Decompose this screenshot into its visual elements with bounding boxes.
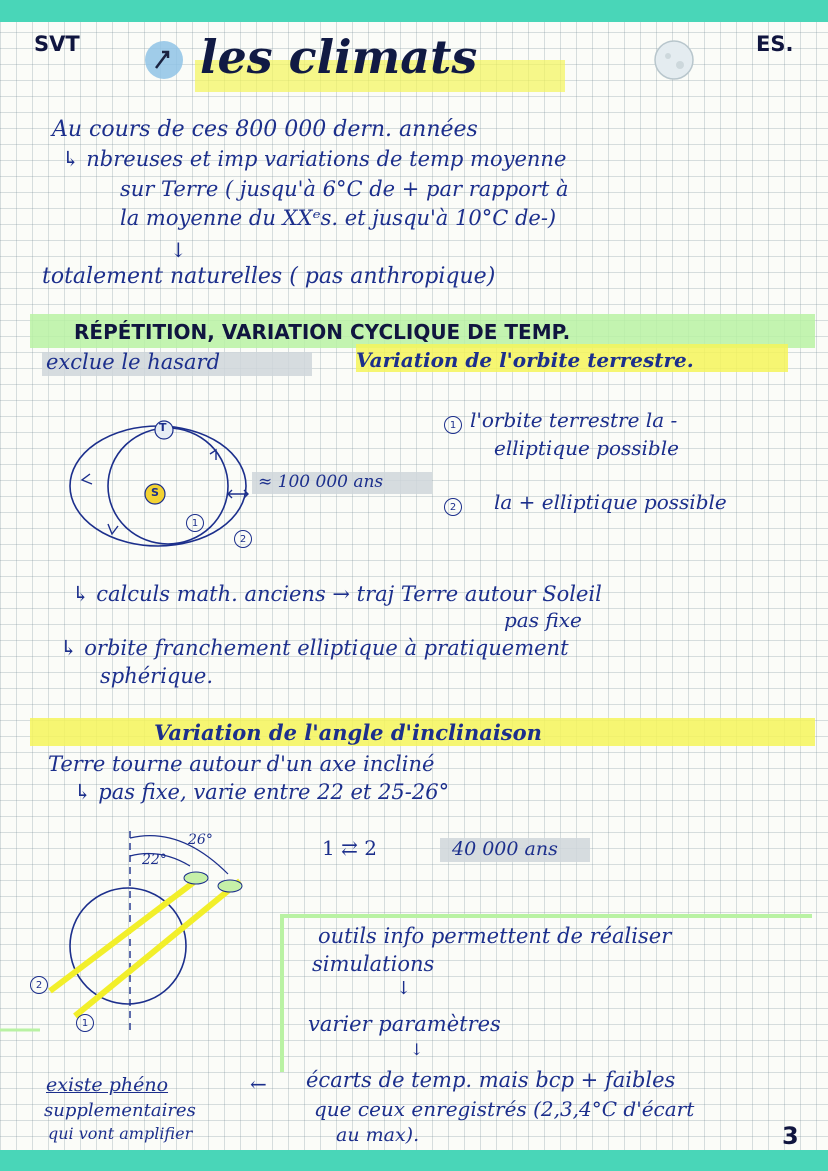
section2-line-1: Terre tourne autour d'un axe incliné — [48, 752, 435, 776]
section1-note: exclue le hasard — [46, 350, 221, 374]
orbit-period: ≈ 100 000 ans — [258, 472, 384, 492]
tilt-period: 40 000 ans — [452, 838, 558, 860]
orbit-point-1-text: l'orbite terrestre la - — [470, 408, 678, 432]
section-tag: ES. — [756, 32, 794, 56]
section1-subheading: Variation de l'orbite terrestre. — [356, 348, 694, 372]
simulation-line-6: au max). — [336, 1124, 420, 1146]
globe-sticker-icon — [142, 38, 186, 82]
orbit-diagram — [60, 414, 260, 554]
tilt-position-1-badge: 1 — [76, 1014, 94, 1032]
intro-arrow: ↓ — [170, 238, 187, 262]
side-note-line-1: existe phéno — [46, 1074, 169, 1096]
page-number: 3 — [782, 1122, 799, 1150]
section2-line-2: ↳ pas fixe, varie entre 22 et 25-26° — [74, 780, 450, 804]
orbit-note-3: sphérique. — [100, 664, 213, 688]
orbit-note-1b: pas fixe — [504, 608, 582, 632]
tilt-angle-large: 26° — [188, 832, 213, 848]
orbit-point-1-text-2: elliptique possible — [494, 436, 679, 460]
bottom-color-band — [0, 1150, 828, 1171]
side-note-line-2: supplementaires — [44, 1100, 196, 1121]
tilt-angle-small: 22° — [142, 852, 167, 868]
intro-line-3: sur Terre ( jusqu'à 6°C de + par rapport à — [120, 177, 569, 201]
moon-sticker-icon — [652, 38, 696, 82]
simulation-line-3: varier paramètres — [308, 1012, 501, 1036]
tilt-swap: 1 ⇄ 2 — [322, 836, 377, 860]
section2-subheading: Variation de l'angle d'inclinaison — [154, 720, 542, 745]
top-color-band — [0, 0, 828, 22]
intro-line-2: ↳ nbreuses et imp variations de temp moyenne — [62, 147, 567, 171]
side-note-line-3: qui vont amplifier — [48, 1124, 193, 1143]
orbit-point-2-text: la + elliptique possible — [494, 490, 727, 514]
simulation-line-1: outils info permettent de réaliser — [318, 924, 672, 948]
intro-line-4: la moyenne du XXᵉs. et jusqu'à 10°C de-) — [120, 206, 557, 230]
simulation-line-2: simulations — [312, 952, 435, 976]
earth-label: T — [159, 421, 167, 434]
orbit-1-badge: 1 — [186, 514, 204, 532]
page-title: les climats — [200, 30, 478, 84]
section1-heading: RÉPÉTITION, VARIATION CYCLIQUE DE TEMP. — [74, 320, 571, 344]
subject-label: SVT — [34, 32, 80, 56]
tilt-position-2-badge: 2 — [30, 976, 48, 994]
intro-line-5: totalement naturelles ( pas anthropique) — [42, 264, 496, 289]
intro-line-1: Au cours de ces 800 000 dern. années — [52, 117, 478, 142]
simulation-arrow-1: ↓ — [396, 978, 412, 999]
orbit-point-2-badge: 2 — [444, 498, 462, 516]
orbit-2-badge: 2 — [234, 530, 252, 548]
simulation-arrow-2: ↓ — [410, 1040, 424, 1059]
orbit-point-1-badge: 1 — [444, 416, 462, 434]
simulation-line-5: que ceux enregistrés (2,3,4°C d'écart — [314, 1097, 695, 1121]
orbit-note-1: ↳ calculs math. anciens → traj Terre autour Soleil — [72, 582, 602, 606]
sun-label: S — [151, 486, 159, 499]
simulation-line-4: écarts de temp. mais bcp + faibles — [306, 1068, 676, 1092]
side-note-arrow: ← — [250, 1072, 267, 1096]
orbit-note-2: ↳ orbite franchement elliptique à pratiquement — [60, 636, 569, 660]
